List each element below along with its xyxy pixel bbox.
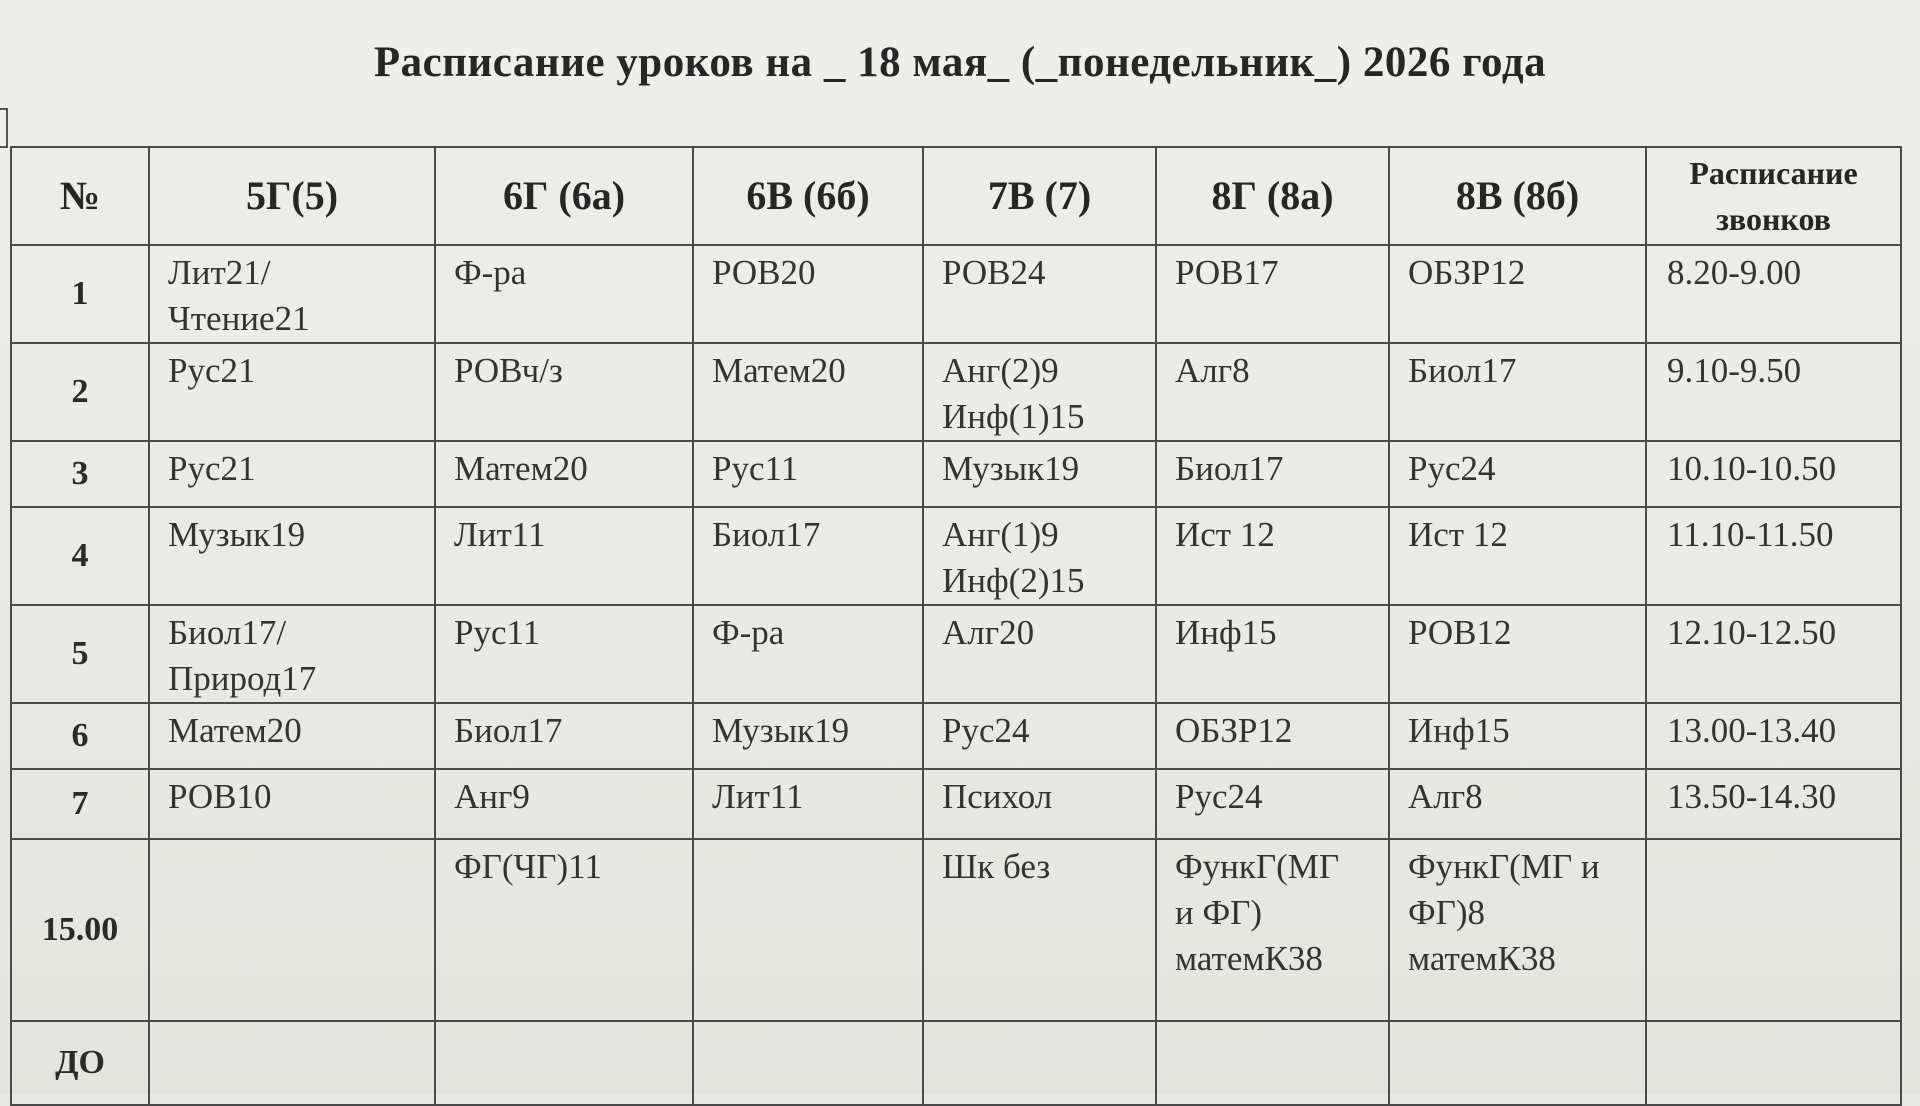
lesson-cell [435,441,693,507]
lesson-cell [923,703,1156,769]
lesson-cell [435,1021,693,1105]
lesson-cell [149,1021,435,1105]
lesson-cell [1389,441,1646,507]
lesson-text: Рус21 [168,351,256,390]
lesson-text: Музык19 [168,515,306,554]
lesson-cell [923,1021,1156,1105]
lesson-text: Ист 12 [1408,515,1508,554]
lesson-cell [1156,507,1389,605]
lesson-text: Рус11 [712,449,799,488]
bell-time [1646,839,1901,1021]
lesson-text: Инф15 [1408,711,1510,750]
lesson-cell [435,605,693,703]
lesson-text: ФункГ(МГ [1175,847,1340,886]
lesson-number: 2 [11,343,149,441]
lesson-cell [693,605,923,703]
lesson-text: Матем20 [168,711,302,750]
lesson-number: ДО [11,1021,149,1105]
schedule-row [11,441,1901,507]
lesson-text: РОВч/з [454,351,563,390]
lesson-text: Природ17 [168,659,317,698]
lesson-text: Биол17 [712,515,821,554]
schedule-row [11,1021,1901,1105]
header-class: 6В (6б) [693,147,923,245]
schedule-table [10,146,1902,1106]
lesson-cell [1389,839,1646,1021]
lesson-text: Рус24 [1408,449,1496,488]
header-class: 7В (7) [923,147,1156,245]
lesson-number: 7 [11,769,149,839]
lesson-text: Биол17 [1175,449,1284,488]
lesson-text: и ФГ) [1175,893,1263,932]
lesson-cell [1389,245,1646,343]
lesson-cell [1156,703,1389,769]
lesson-text: Ф-ра [712,613,785,652]
lesson-number: 1 [11,245,149,343]
lesson-cell [1156,245,1389,343]
lesson-cell [923,507,1156,605]
lesson-cell [1389,703,1646,769]
header-class: 5Г(5) [149,147,435,245]
schedule-body [11,245,1901,1105]
lesson-text: Лит21/ [168,253,271,292]
lesson-cell [1389,769,1646,839]
lesson-text: Рус11 [454,613,541,652]
schedule-row [11,245,1901,343]
lesson-text: Музык19 [942,449,1080,488]
lesson-cell [435,769,693,839]
lesson-cell [149,507,435,605]
header-row [11,147,1901,245]
header-class: 6Г (6а) [435,147,693,245]
lesson-text: Лит11 [454,515,546,554]
lesson-text: Матем20 [454,449,588,488]
schedule-row [11,839,1901,1021]
lesson-text: ФГ(ЧГ)11 [454,847,602,886]
page-title: Расписание уроков на _ 18 мая_ (_понедельник_) 2026 года [373,39,1547,86]
lesson-text: Инф(1)15 [942,397,1085,436]
lesson-cell [1156,343,1389,441]
lesson-cell [693,703,923,769]
lesson-text: Психол [942,777,1053,816]
lesson-text: РОВ12 [1408,613,1512,652]
lesson-text: Алг20 [942,613,1035,652]
lesson-cell [923,441,1156,507]
lesson-number: 15.00 [11,839,149,1021]
lesson-text: Рус21 [168,449,256,488]
bell-time: 13.00-13.40 [1646,703,1901,769]
lesson-text: Анг9 [454,777,530,816]
lesson-cell [1389,507,1646,605]
lesson-text: Шк без [942,847,1051,886]
header-class: 8Г (8а) [1156,147,1389,245]
bell-time: 9.10-9.50 [1646,343,1901,441]
bell-time: 11.10-11.50 [1646,507,1901,605]
lesson-number: 6 [11,703,149,769]
bell-time: 10.10-10.50 [1646,441,1901,507]
lesson-cell [435,245,693,343]
lesson-text: матемК38 [1175,939,1323,978]
header-bells: Расписание звонков [1646,147,1901,245]
lesson-cell [923,245,1156,343]
lesson-cell [1389,343,1646,441]
lesson-text: Анг(2)9 [942,351,1059,390]
page-edge-mark [0,108,8,148]
schedule-row [11,343,1901,441]
lesson-cell [693,245,923,343]
lesson-text: ОБЗР12 [1408,253,1526,292]
lesson-cell [1389,605,1646,703]
lesson-text: ФГ)8 [1408,893,1486,932]
lesson-text: Матем20 [712,351,846,390]
bell-time: 8.20-9.00 [1646,245,1901,343]
lesson-text: Алг8 [1408,777,1483,816]
lesson-cell [435,343,693,441]
lesson-text: Биол17/ [168,613,287,652]
lesson-cell [1156,1021,1389,1105]
lesson-cell [1156,839,1389,1021]
lesson-number: 4 [11,507,149,605]
lesson-cell [693,507,923,605]
lesson-cell [923,605,1156,703]
lesson-cell [149,441,435,507]
bell-time: 13.50-14.30 [1646,769,1901,839]
lesson-cell [693,839,923,1021]
lesson-cell [149,839,435,1021]
lesson-text: Ист 12 [1175,515,1275,554]
lesson-text: Алг8 [1175,351,1250,390]
lesson-text: Рус24 [942,711,1030,750]
header-class: 8В (8б) [1389,147,1646,245]
lesson-cell [149,769,435,839]
lesson-text: Ф-ра [454,253,527,292]
lesson-cell [1156,605,1389,703]
lesson-cell [149,605,435,703]
lesson-text: ФункГ(МГ и [1408,847,1600,886]
lesson-cell [1156,441,1389,507]
lesson-text: Лит11 [712,777,804,816]
lesson-cell [435,703,693,769]
schedule-row [11,769,1901,839]
lesson-text: Чтение21 [168,299,310,338]
lesson-cell [149,245,435,343]
lesson-cell [923,769,1156,839]
lesson-cell [693,343,923,441]
schedule-row [11,507,1901,605]
lesson-cell [1156,769,1389,839]
lesson-text: Биол17 [454,711,563,750]
lesson-cell [693,769,923,839]
bell-time [1646,1021,1901,1105]
lesson-cell [435,839,693,1021]
lesson-cell [149,343,435,441]
lesson-cell [693,441,923,507]
bell-time: 12.10-12.50 [1646,605,1901,703]
lesson-cell [435,507,693,605]
lesson-cell [693,1021,923,1105]
lesson-text: матемК38 [1408,939,1556,978]
lesson-text: Анг(1)9 [942,515,1059,554]
lesson-text: РОВ17 [1175,253,1279,292]
lesson-cell [923,839,1156,1021]
lesson-text: ОБЗР12 [1175,711,1293,750]
schedule-row [11,605,1901,703]
schedule-row [11,703,1901,769]
lesson-text: РОВ24 [942,253,1046,292]
lesson-text: Биол17 [1408,351,1517,390]
lesson-cell [149,703,435,769]
lesson-number: 3 [11,441,149,507]
lesson-number: 5 [11,605,149,703]
lesson-cell [923,343,1156,441]
header-num: № [11,147,149,245]
lesson-text: РОВ10 [168,777,272,816]
lesson-text: Музык19 [712,711,850,750]
lesson-text: Инф(2)15 [942,561,1085,600]
lesson-text: РОВ20 [712,253,816,292]
lesson-text: Инф15 [1175,613,1277,652]
lesson-text: Рус24 [1175,777,1263,816]
lesson-cell [1389,1021,1646,1105]
